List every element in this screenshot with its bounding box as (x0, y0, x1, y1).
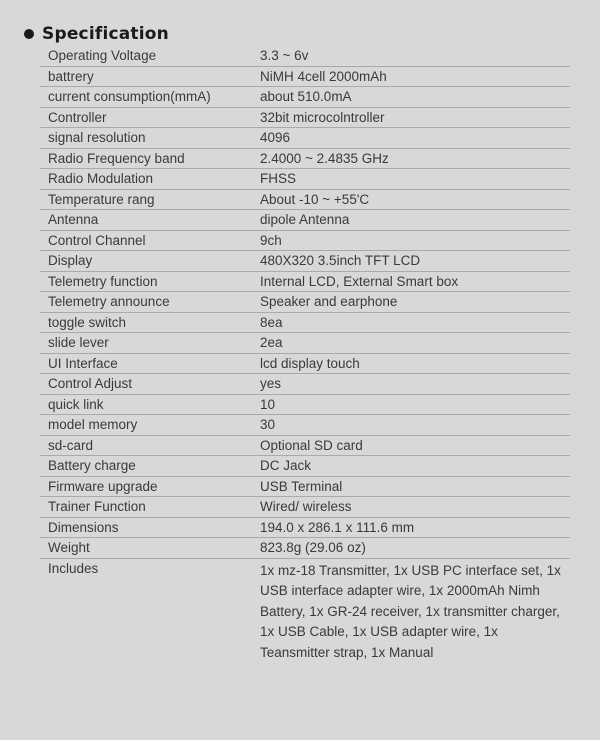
spec-value: yes (260, 376, 282, 392)
spec-row (40, 456, 570, 477)
spec-value: 9ch (260, 232, 282, 248)
spec-label: slide lever (48, 335, 109, 351)
spec-row (40, 292, 570, 313)
spec-row (40, 395, 570, 416)
spec-value: 194.0 x 286.1 x 111.6 mm (260, 519, 415, 535)
spec-label: current consumption(mmA) (48, 89, 211, 105)
spec-label: Includes (48, 560, 99, 576)
spec-label: Trainer Function (48, 499, 146, 515)
spec-row (40, 415, 570, 436)
spec-label: UI Interface (48, 355, 118, 371)
spec-row (40, 272, 570, 293)
spec-label: toggle switch (48, 314, 127, 330)
spec-value: FHSS (260, 171, 297, 187)
spec-value: about 510.0mA (260, 89, 352, 105)
spec-label: Temperature rang (48, 191, 155, 207)
spec-row (40, 169, 570, 190)
spec-value: Speaker and earphone (260, 294, 398, 310)
spec-value: 4096 (260, 130, 291, 146)
spec-row (40, 436, 570, 457)
bullet-icon (24, 29, 34, 39)
spec-row (40, 87, 570, 108)
spec-row (40, 538, 570, 559)
spec-value: 2ea (260, 335, 283, 351)
spec-label: Antenna (48, 212, 99, 228)
spec-value: 2.4000 ~ 2.4835 GHz (260, 150, 389, 166)
spec-row (40, 477, 570, 498)
spec-label: Battery charge (48, 458, 136, 474)
spec-label: Telemetry function (48, 273, 158, 289)
spec-value: 823.8g (29.06 oz) (260, 540, 366, 556)
spec-value: Wired/ wireless (260, 499, 352, 515)
spec-row (40, 374, 570, 395)
section-header (24, 22, 169, 46)
spec-label: Controller (48, 109, 107, 125)
spec-value: 30 (260, 417, 276, 433)
spec-value: lcd display touch (260, 355, 360, 371)
spec-row (40, 333, 570, 354)
spec-row (40, 251, 570, 272)
spec-label: Dimensions (48, 519, 119, 535)
spec-value: About -10 ~ +55'C (260, 191, 370, 207)
spec-value: 10 (260, 396, 276, 412)
section-title: Specification (42, 24, 169, 44)
spec-value: 3.3 ~ 6v (260, 48, 309, 64)
spec-table (40, 46, 570, 663)
spec-value: USB Terminal (260, 478, 343, 494)
spec-label: sd-card (48, 437, 94, 453)
spec-label: Radio Modulation (48, 171, 154, 187)
spec-row (40, 354, 570, 375)
spec-label: quick link (48, 396, 104, 412)
spec-value: 1x mz-18 Transmitter, 1x USB PC interface set, 1x USB interface adapter wire, 1x 2000mAh Nimh Battery, 1x GR-24 receiver, 1x transmitter charger, 1x USB Cable, 1x USB adapter wire, 1x Teansmitter strap, 1x Manual (260, 562, 561, 660)
spec-label: Display (48, 253, 93, 269)
spec-label: Telemetry announce (48, 294, 170, 310)
spec-label: battrery (48, 68, 94, 84)
spec-value: dipole Antenna (260, 212, 350, 228)
spec-label: Firmware upgrade (48, 478, 158, 494)
spec-value: DC Jack (260, 458, 312, 474)
spec-row (40, 128, 570, 149)
spec-row (40, 210, 570, 231)
spec-label: model memory (48, 417, 138, 433)
spec-value: Optional SD card (260, 437, 363, 453)
spec-label: Control Channel (48, 232, 146, 248)
spec-label: Weight (48, 540, 90, 556)
spec-value: 480X320 3.5inch TFT LCD (260, 253, 421, 269)
spec-label: signal resolution (48, 130, 146, 146)
spec-label: Control Adjust (48, 376, 133, 392)
spec-label: Operating Voltage (48, 48, 157, 64)
spec-row (40, 67, 570, 88)
spec-value: Internal LCD, External Smart box (260, 273, 459, 289)
spec-row (40, 190, 570, 211)
spec-row (40, 108, 570, 129)
spec-value: NiMH 4cell 2000mAh (260, 68, 387, 84)
spec-row (40, 313, 570, 334)
spec-row (40, 518, 570, 539)
spec-row (40, 559, 570, 664)
spec-value: 32bit microcolntroller (260, 109, 385, 125)
spec-label: Radio Frequency band (48, 150, 185, 166)
spec-row (40, 497, 570, 518)
spec-value: 8ea (260, 314, 283, 330)
spec-row (40, 149, 570, 170)
spec-row (40, 231, 570, 252)
spec-row (40, 46, 570, 67)
